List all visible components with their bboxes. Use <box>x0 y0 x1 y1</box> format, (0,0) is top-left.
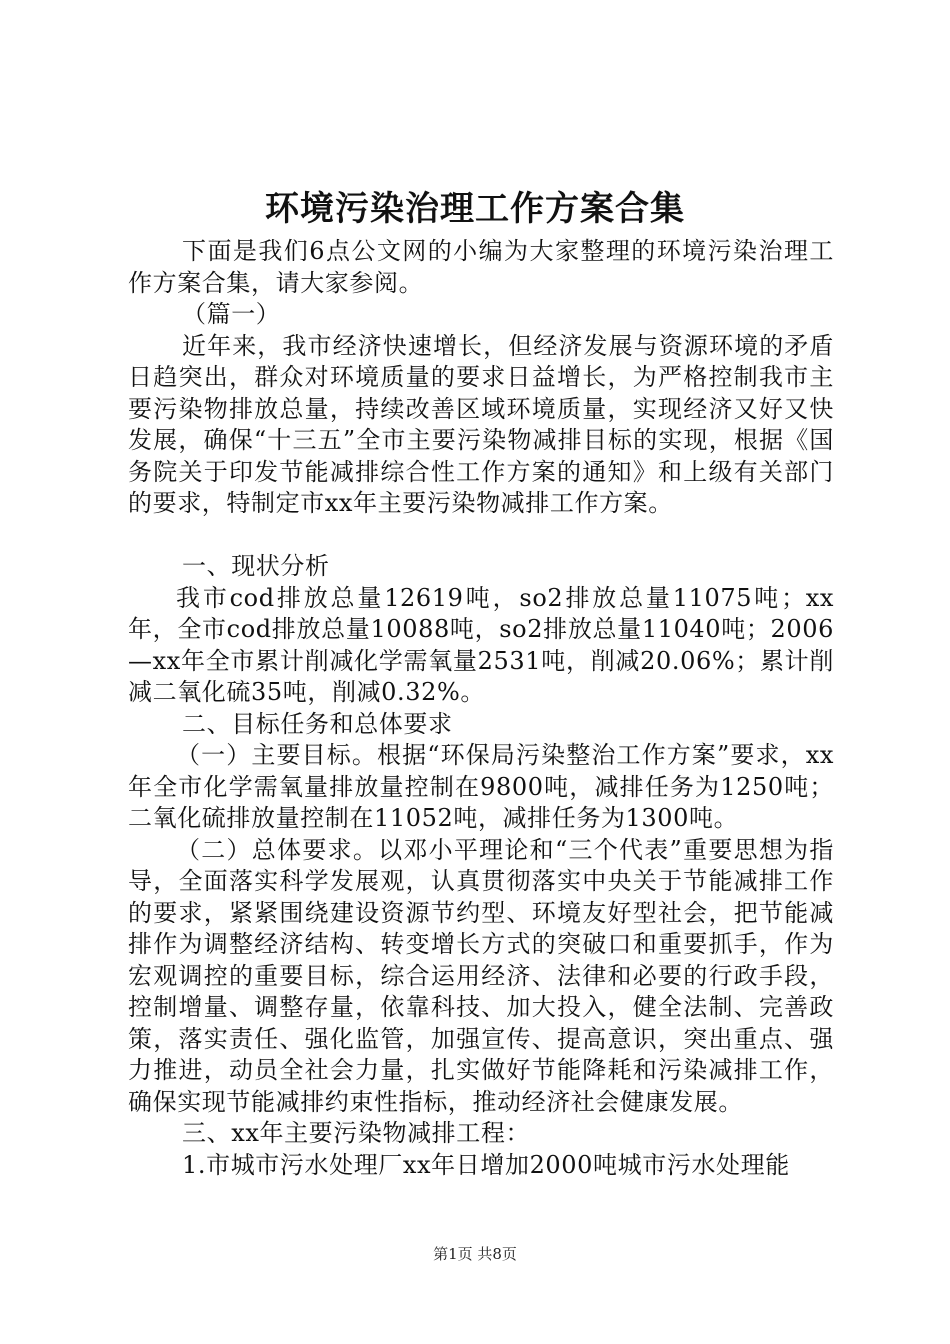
heading-projects: 三、xx年主要污染物减排工程： <box>182 1119 531 1147</box>
project-item-1: 1.市城市污水处理厂xx年日增加2000吨城市污水处理能 <box>182 1150 790 1179</box>
page-number-footer: 第1页 共8页 <box>433 1245 517 1263</box>
document-title: 环境污染治理工作方案合集 <box>265 189 685 229</box>
background-paragraph: 近年来，我市经济快速增长，但经济发展与资源环境的矛盾日趋突出，群众对环境质量的要求日益增长，为严格控制我市主要污染物排放总量，持续改善区域环境质量，实现经济又好又快发展，确保“十三五”全市主要污染物减排目标的实现，根据《国务院关于印发节能减排综合性工作方案的通知》和上级有关部门的要求，特制定市xx年主要污染物减排工作方案。 <box>128 331 834 517</box>
overall-requirements-paragraph: （二）总体要求。以邓小平理论和“三个代表”重要思想为指导，全面落实科学发展观，认真贯彻落实中央关于节能减排工作的要求，紧紧围绕建设资源节约型、环境友好型社会，把节能减排作为调整经济结构、转变增长方式的突破口和重要抓手，作为宏观调控的重要目标，综合运用经济、法律和必要的行政手段，控制增量、调整存量，依靠科技、加大投入，健全法制、完善政策，落实责任、强化监管，加强宣传、提高意识，突出重点、强力推进，动员全社会力量，扎实做好节能降耗和污染减排工作，确保实现节能减排约束性指标，推动经济社会健康发展。 <box>128 835 834 1116</box>
intro-paragraph: 下面是我们6点公文网的小编为大家整理的环境污染治理工作方案合集，请大家参阅。 <box>128 237 834 297</box>
section-label-part-one: （篇一） <box>182 300 281 328</box>
heading-targets: 二、目标任务和总体要求 <box>182 709 453 738</box>
status-paragraph: 我市cod排放总量12619吨，so2排放总量11075吨；xx年，全市cod排放总量10088吨，so2排放总量11040吨；2006—xx年全市累计削减化学需氧量2531吨，削减20.06%；累计削减二氧化硫35吨，削减0.32%。 <box>128 583 834 706</box>
main-targets-paragraph: （一）主要目标。根据“环保局污染整治工作方案”要求，xx年全市化学需氧量排放量控制在9800吨，减排任务为1250吨；二氧化硫排放量控制在11052吨，减排任务为1300吨。 <box>128 741 834 832</box>
document-body <box>128 236 834 1181</box>
blank-line <box>128 520 834 552</box>
heading-status-analysis: 一、现状分析 <box>182 552 330 580</box>
